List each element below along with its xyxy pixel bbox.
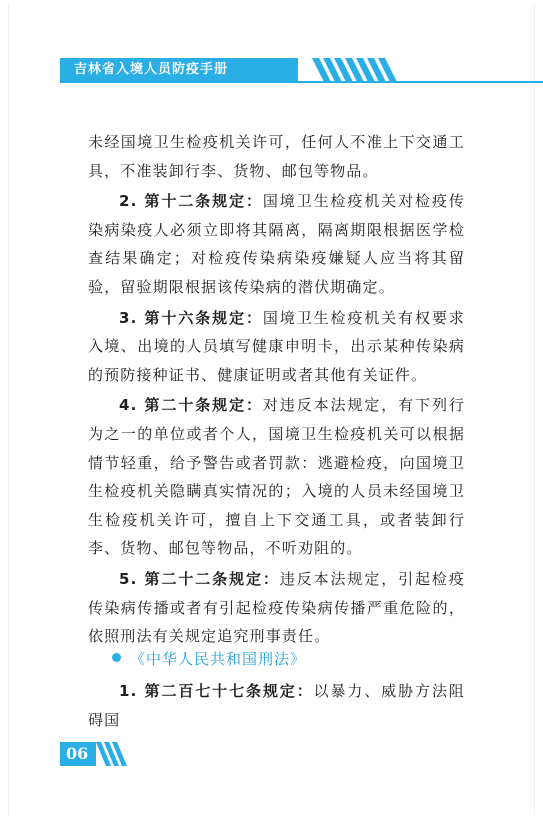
article-16-text: 国境卫生检疫机关有权要求入境、出境的人员填写健康申明卡，出示某种传染病的预防接种证书、健康证明或者其他有关证件。 xyxy=(88,308,466,384)
body-text xyxy=(88,128,465,651)
article-277-text: 以暴力、威胁方法阻碍国 xyxy=(88,682,465,729)
section-title: 《中华人民共和国刑法》 xyxy=(130,650,307,668)
article-16-lead: 3. 第十六条规定： xyxy=(119,308,263,327)
running-header xyxy=(60,58,543,86)
paragraph-text: 未经国境卫生检疫机关许可，任何人不准上下交通工具，不准装卸行李、货物、邮包等物品。 xyxy=(88,133,465,180)
header-stripes-decoration xyxy=(296,58,406,82)
page-stripes-decoration xyxy=(94,742,134,766)
article-16-paragraph xyxy=(88,304,465,390)
page-number-tab xyxy=(60,742,132,766)
article-12-text: 国境卫生检疫机关对检疫传染病染疫人必须立即将其隔离，隔离期限根据医学检查结果确定；对检疫传染病染疫嫌疑人应当将其留验，留验期限根据该传染病的潜伏期确定。 xyxy=(88,192,466,296)
article-20-text: 对违反本法规定，有下列行为之一的单位或者个人，国境卫生检疫机关可以根据情节轻重，给予警告或者罚款：逃避检疫，向国境卫生检疫机关隐瞒真实情况的；入境的人员未经国境卫生检疫机关许可，擅自上下交通工具，或者装卸行李、货物、邮包等物品，不听劝阻的。 xyxy=(88,396,466,558)
article-20-lead: 4. 第二十条规定： xyxy=(119,396,263,415)
article-20-paragraph xyxy=(88,391,465,563)
article-22-text: 违反本法规定，引起检疫传染病传播或者有引起检疫传染病传播严重危险的，依照刑法有关规定追究刑事责任。 xyxy=(88,569,465,646)
header-title: 吉林省入境人员防疫手册 xyxy=(74,62,229,77)
article-12-lead: 2. 第十二条规定： xyxy=(119,192,263,211)
bullet-dot-icon xyxy=(112,653,121,662)
article-277-lead: 1. 第二百七十七条规定： xyxy=(119,682,314,700)
article-277-paragraph xyxy=(88,677,465,734)
section-body xyxy=(88,677,465,734)
paragraph-continuation xyxy=(88,128,465,185)
article-22-lead: 5. 第二十二条规定： xyxy=(119,569,280,588)
section-heading xyxy=(112,648,306,672)
article-12-paragraph xyxy=(88,187,465,301)
article-22-paragraph xyxy=(88,565,465,651)
page-number: 06 xyxy=(66,744,89,763)
